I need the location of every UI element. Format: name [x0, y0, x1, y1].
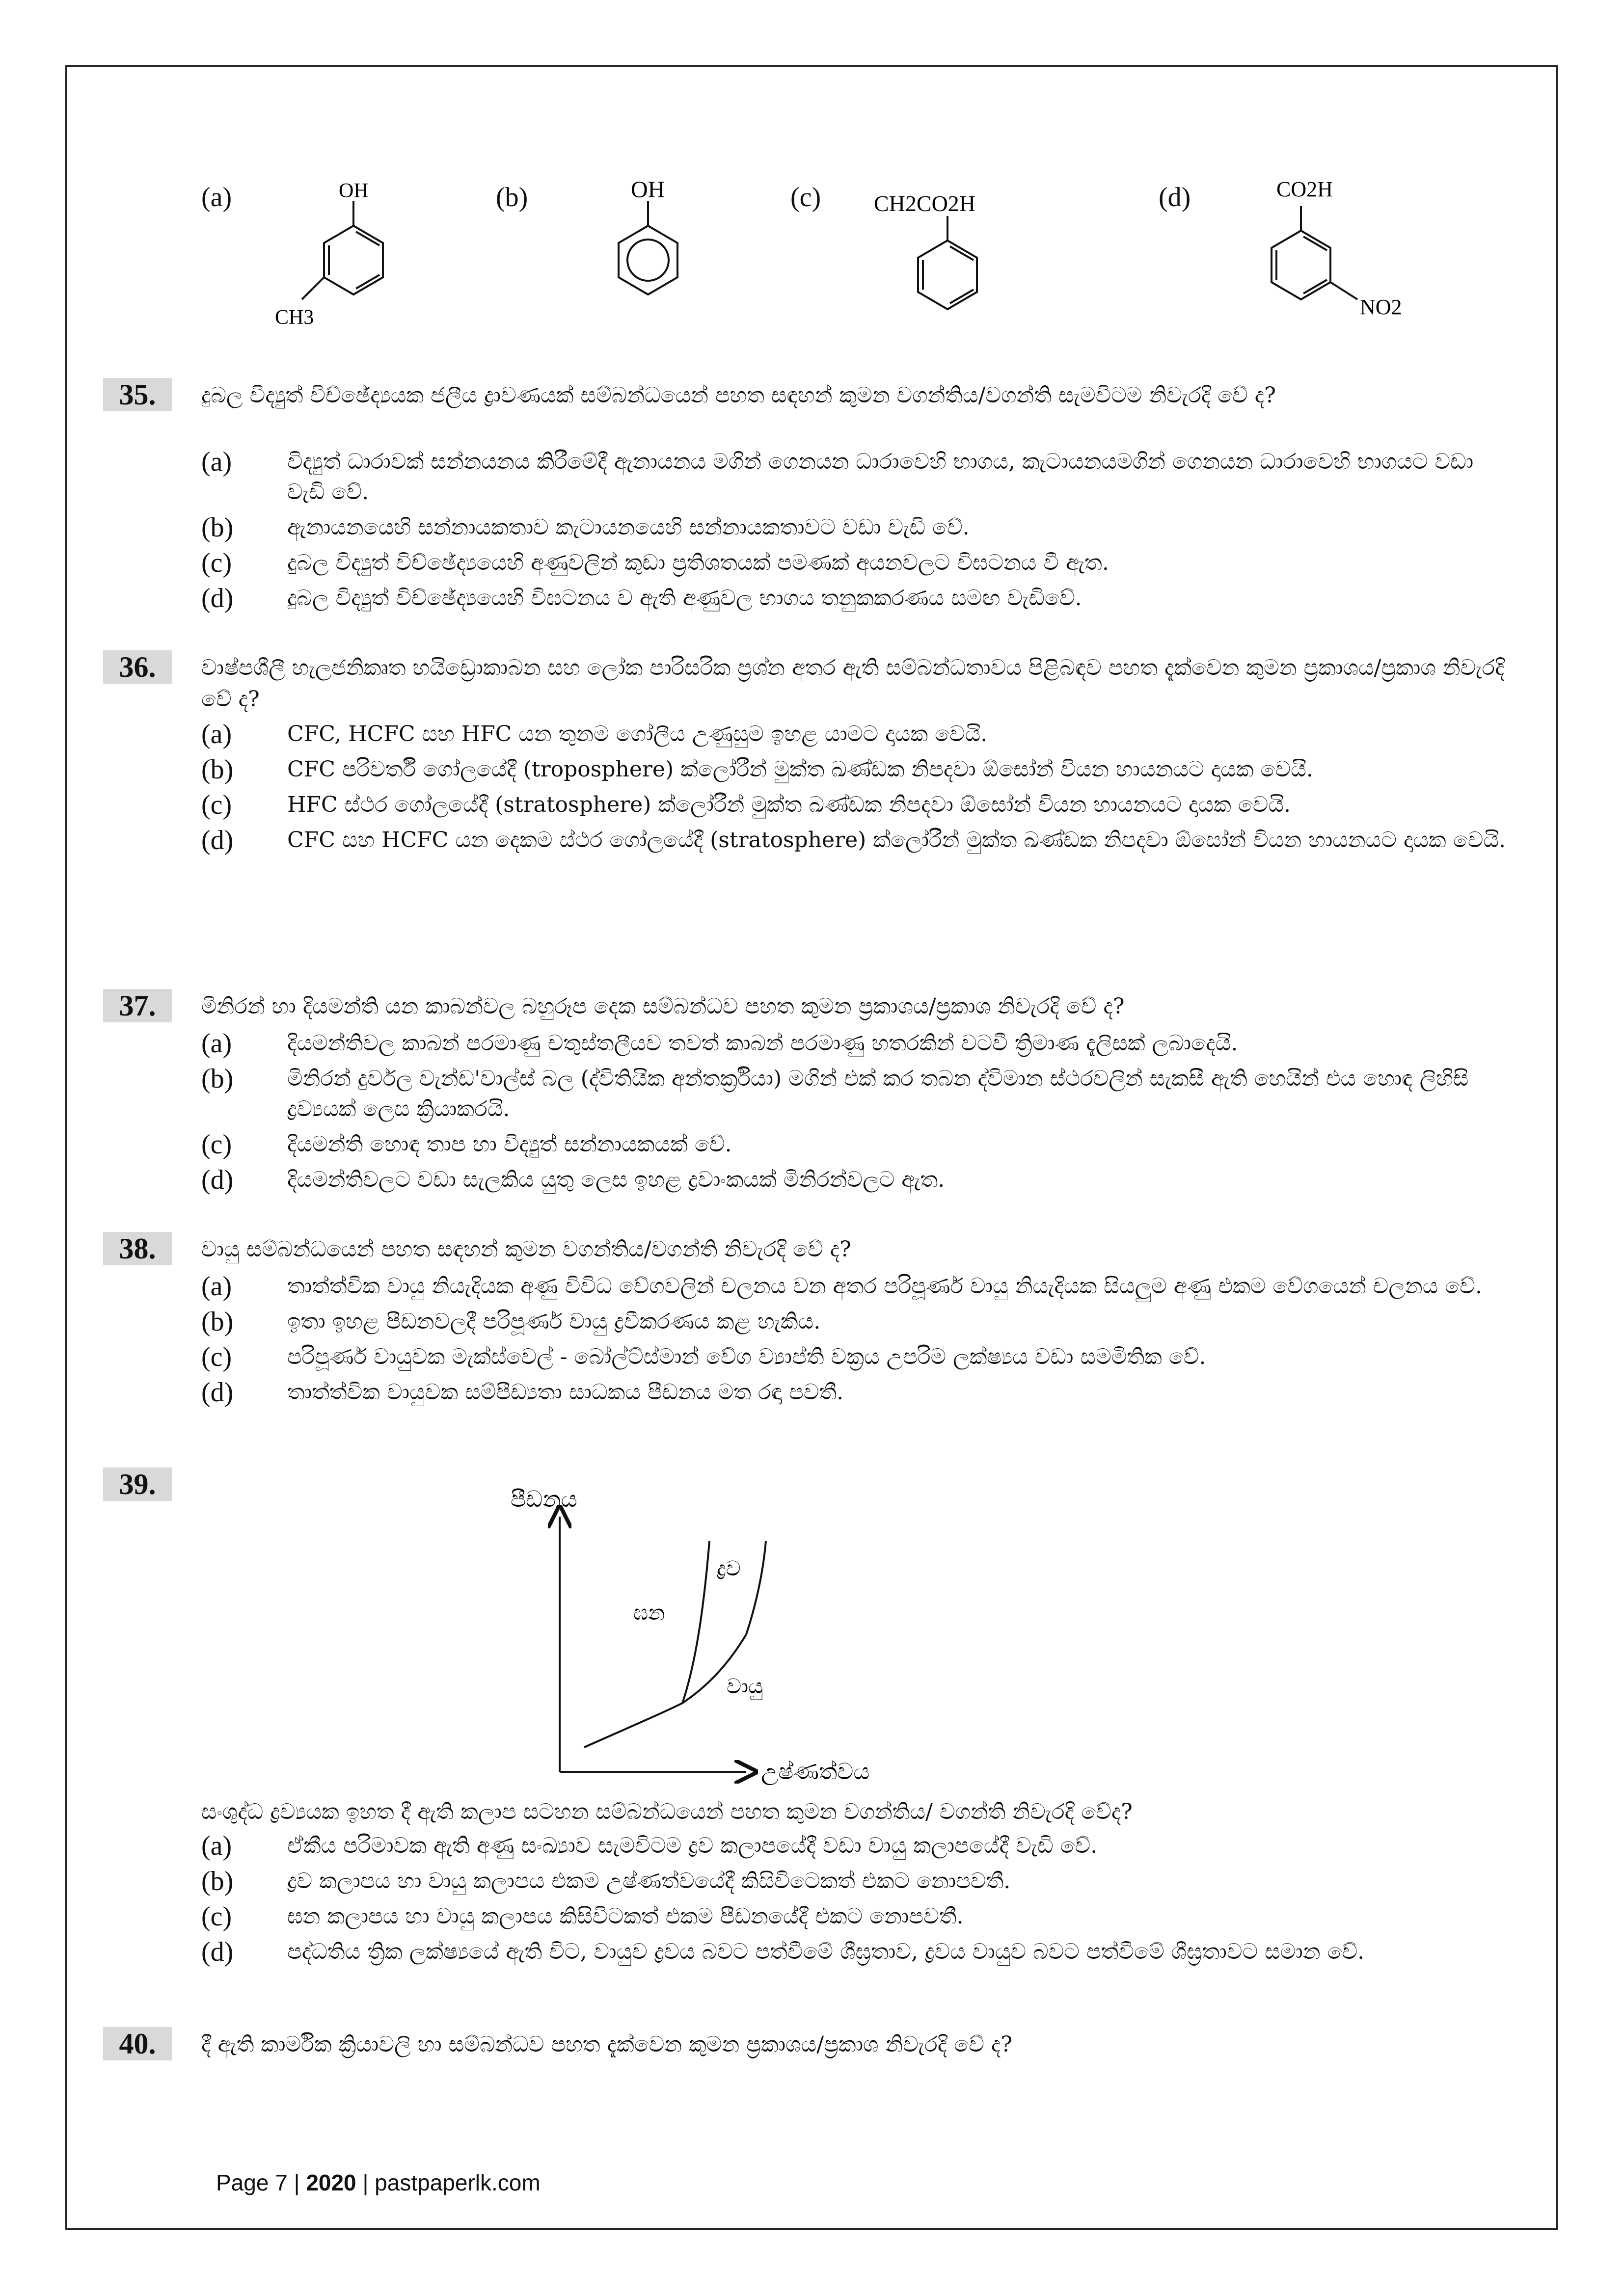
option-text: ඉතා ඉහළ පීඩනවලදී පරිපූර්ණ වායු ද්‍රවීකරණය කළ හැකිය. — [287, 1309, 821, 1334]
option-text: ඇනායනයෙහි සන්නායකතාව කැටායනයෙහි සන්නායකතාවට වඩා වැඩි වේ. — [287, 515, 970, 540]
option-text: තාත්ත්වික වායුවක සම්පීඩ්‍යතා සාධකය පීඩනය මත රඳා පවතී. — [287, 1380, 844, 1405]
structure-a-bottom: CH3 — [275, 306, 314, 329]
page-number: Page 7 — [216, 2170, 288, 2195]
question-number: 35. — [103, 378, 172, 411]
option-label: (c) — [201, 790, 232, 820]
option-label: (c) — [201, 1129, 232, 1160]
option-b[interactable] — [201, 1307, 1517, 1337]
option-c[interactable] — [201, 790, 1517, 820]
footer-separator: | — [294, 2170, 300, 2195]
structure-b — [584, 172, 712, 319]
footer-year: 2020 — [306, 2170, 356, 2195]
y-axis-label: පීඩනය — [511, 1486, 577, 1512]
option-text: HFC ස්ථර ගෝලයේදී (stratosphere) ක්ලෝරීන් මුක්ත ඛණ්ඩක නිපදවා ඕසෝන් වියන හායනයට දායක වෙයි. — [287, 792, 1291, 817]
structure-a-top: OH — [339, 180, 369, 202]
structure-b-top: OH — [631, 177, 665, 203]
footer-separator: | — [362, 2170, 369, 2195]
option-b[interactable] — [201, 754, 1517, 785]
option-label: (b) — [201, 512, 234, 543]
option-text: ඒකීය පරිමාවක ඇති අණු සංඛ්‍යාව සැමවිටම ද්‍රව කලාපයේදී වඩා වායු කලාපයේදී වැඩි වේ. — [287, 1833, 1098, 1858]
option-text: දුබල විද්‍යුත් විච්ඡේද්‍යයෙහි විඝටනය ව ඇති අණුවල භාගය තනුකකරණය සමඟ වැඩිවේ. — [287, 586, 1082, 611]
structure-d-side: NO2 — [1360, 295, 1402, 319]
structure-c-label: (c) — [790, 182, 821, 213]
question-stem: දී ඇති කාර්මික ක්‍රියාවලි හා සම්බන්ධව පහත දැක්වෙන කුමන ප්‍රකාශය/ප්‍රකාශ නිවැරදි වේ ද? — [201, 2032, 1012, 2057]
option-text: මිනිරන් දුර්වල වැන්ඩ'වාල්ස් බල (ද්විතියික අන්තර්ක්‍රියා) මගින් එක් කර තබන ද්විමාන ස්ථරවලින් සැකසී ඇති හෙයින් එය හොඳ ලිහිසි ද්‍රව්‍යයක් ලෙස ක්‍රියාකරයි. — [287, 1066, 1469, 1121]
option-label: (d) — [201, 825, 234, 855]
answer-options — [201, 719, 1517, 860]
option-text: CFC, HCFC සහ HFC යන තුනම ගෝලීය උණුසුම ඉහළ යාමට දායක වෙයි. — [287, 721, 988, 747]
option-text: CFC සහ HCFC යන දෙකම ස්ථර ගෝලයේදී (stratosphere) ක්ලෝරීන් මුක්ත ඛණ්ඩක නිපදවා ඕසෝන් වියන හායනයට දායක වෙයි. — [287, 828, 1506, 853]
solid-label: ඝන — [633, 1601, 665, 1625]
option-c[interactable] — [201, 548, 1517, 578]
structure-d-top: CO2H — [1276, 177, 1333, 201]
structure-d — [1237, 172, 1434, 334]
structure-a-label: (a) — [201, 182, 232, 213]
question-number: 40. — [103, 2027, 172, 2060]
question-stem: දුබල විද්‍යුත් විච්ඡේද්‍යයක ජලීය ද්‍රාවණයක් සම්බන්ධයෙන් පහත සඳහන් කුමන වගන්තිය/වගන්ති සැමවිටම නිවැරදි වේ ද? — [201, 383, 1276, 408]
option-d[interactable] — [201, 1937, 1517, 1967]
option-label: (b) — [201, 1307, 234, 1337]
answer-options — [201, 1028, 1517, 1200]
question-stem: වායු සම්බන්ධයෙන් පහත සඳහන් කුමන වගන්තිය/වගන්ති නිවැරදි වේ ද? — [201, 1237, 851, 1262]
footer-site[interactable]: pastpaperlk.com — [375, 2170, 541, 2195]
question-number: 36. — [103, 650, 172, 684]
option-label: (d) — [201, 1377, 234, 1408]
option-d[interactable] — [201, 1165, 1517, 1195]
structure-a — [265, 172, 427, 339]
structure-d-label: (d) — [1159, 182, 1191, 213]
option-a[interactable] — [201, 447, 1517, 507]
option-text: තාත්ත්වික වායු නියැදියක අණු විවිධ වේගවලින් චලනය වන අතර පරිපූර්ණ වායු නියැදියක සියලුම අණු එකම වේගයෙන් චලනය වේ. — [287, 1274, 1482, 1299]
x-axis-label: උෂ්ණත්වය — [761, 1758, 870, 1785]
option-label: (b) — [201, 754, 234, 785]
option-text: විද්‍යුත් ධාරාවක් සන්නයනය කිරීමේදී ඇනායනය මගින් ගෙනයන ධාරාවෙහි භාගය, කැටායනයමගින් ගෙනයන ධාරාවෙහි භාගයට වඩා වැඩි වේ. — [287, 449, 1474, 505]
vaporization-curve-upper — [746, 1541, 766, 1634]
option-label: (d) — [201, 1937, 234, 1967]
option-label: (a) — [201, 447, 232, 477]
option-label: (a) — [201, 719, 232, 749]
structure-c — [874, 182, 1041, 339]
option-label: (a) — [201, 1831, 232, 1861]
option-c[interactable] — [201, 1901, 1517, 1932]
option-d[interactable] — [201, 583, 1517, 614]
vaporization-curve — [584, 1634, 746, 1747]
liquid-label: ද්‍රව — [717, 1556, 741, 1580]
option-label: (a) — [201, 1028, 232, 1059]
option-label: (a) — [201, 1271, 232, 1302]
structure-b-label: (b) — [496, 182, 528, 213]
option-label: (c) — [201, 1342, 232, 1372]
option-d[interactable] — [201, 825, 1517, 855]
option-a[interactable] — [201, 1271, 1517, 1302]
gas-label: වායු — [727, 1674, 763, 1698]
option-d[interactable] — [201, 1377, 1517, 1408]
option-text: CFC පරිවර්තී ගෝලයේදී (troposphere) ක්ලෝරීන් මුක්ත ඛණ්ඩක නිපදවා ඕසෝන් වියන හායනයට දායක වෙයි. — [287, 757, 1313, 782]
option-a[interactable] — [201, 719, 1517, 749]
option-label: (c) — [201, 548, 232, 578]
structure-c-top: CH2CO2H — [874, 191, 976, 216]
option-a[interactable] — [201, 1028, 1517, 1059]
melting-curve — [682, 1541, 709, 1703]
option-label: (d) — [201, 1165, 234, 1195]
option-label: (c) — [201, 1901, 232, 1932]
question-number: 38. — [103, 1232, 172, 1265]
option-text: දුබල විද්‍යුත් විච්ඡේද්‍යයෙහි අණුවලින් කුඩා ප්‍රතිශතයක් පමණක් අයනවලට විඝටනය වී ඇත. — [287, 550, 1109, 575]
answer-options — [201, 1271, 1517, 1413]
option-text: දියමන්තිවලට වඩා සැලකිය යුතු ලෙස ඉහළ ද්‍රවාංකයක් මිනිරන්වලට ඇත. — [287, 1167, 945, 1192]
question-number: 39. — [103, 1468, 172, 1501]
page-footer — [216, 2169, 541, 2196]
option-text: දියමන්ති හොඳ තාප හා විද්‍යුත් සන්නායකයක් වේ. — [287, 1132, 732, 1157]
option-text: පරිපූර්ණ වායුවක මැක්ස්වෙල් - බෝල්ට්ස්මාන් වේග ව්‍යාප්ති වක්‍රය උපරිම ලක්ෂ්‍යය වඩා සමමිතික වේ. — [287, 1344, 1206, 1369]
question-stem: මිනිරන් හා දියමන්ති යන කාබන්වල බහුරූප දෙක සම්බන්ධව පහත කුමන ප්‍රකාශය/ප්‍රකාශ නිවැරදි වේ ද? — [201, 994, 1125, 1019]
phase-diagram — [501, 1472, 943, 1787]
option-c[interactable] — [201, 1342, 1517, 1372]
option-text: පද්ධතිය ත්‍රික ලක්ෂ්‍යයේ ඇති විට, වායුව ද්‍රවය බවට පත්වීමේ ශීඝ්‍රතාව, ද්‍රවය වායුව බවට පත්වීමේ ශීඝ්‍රතාවට සමාන වේ. — [287, 1939, 1365, 1964]
option-c[interactable] — [201, 1129, 1517, 1160]
question-number: 37. — [103, 989, 172, 1022]
option-text: දියමන්තිවල කාබන් පරමාණු චතුස්තලීයව තවත් කාබන් පරමාණු හතරකින් වටවී ත්‍රිමාණ දැලිසක් ලබාදෙයි. — [287, 1031, 1238, 1056]
option-label: (b) — [201, 1064, 234, 1094]
option-a[interactable] — [201, 1831, 1517, 1861]
structure-options — [196, 172, 1473, 348]
option-label: (b) — [201, 1866, 234, 1896]
question-stem: සංශුද්ධ ද්‍රව්‍යයක ඉහත දී ඇති කලාප සටහන සම්බන්ධයෙන් පහත කුමන වගන්තිය/ වගන්ති නිවැරදි වේද? — [201, 1799, 1133, 1824]
option-label: (d) — [201, 583, 234, 614]
option-b[interactable] — [201, 512, 1517, 543]
option-b[interactable] — [201, 1064, 1517, 1124]
option-text: ද්‍රව කලාපය හා වායු කලාපය එකම උෂ්ණත්වයේදී කිසිවිටෙකත් එකට නොපවතී. — [287, 1869, 1011, 1894]
question-stem: වාෂ්පශීලී හැලජනිකෘත හයිඩ්‍රොකාබන සහ ලෝක පාරිසරික ප්‍රශ්න අතර ඇති සම්බන්ධතාවය පිළිබඳව පහත දැක්වෙන කුමන ප්‍රකාශය/ප්‍රකාශ නිවැරදි වේ ද? — [201, 655, 1505, 712]
answer-options — [201, 447, 1517, 618]
option-b[interactable] — [201, 1866, 1517, 1896]
answer-options — [201, 1831, 1517, 1972]
option-text: ඝන කලාපය හා වායු කලාපය කිසිවිටකත් එකම පීඩනයේදී එකට නොපවතී. — [287, 1904, 964, 1929]
